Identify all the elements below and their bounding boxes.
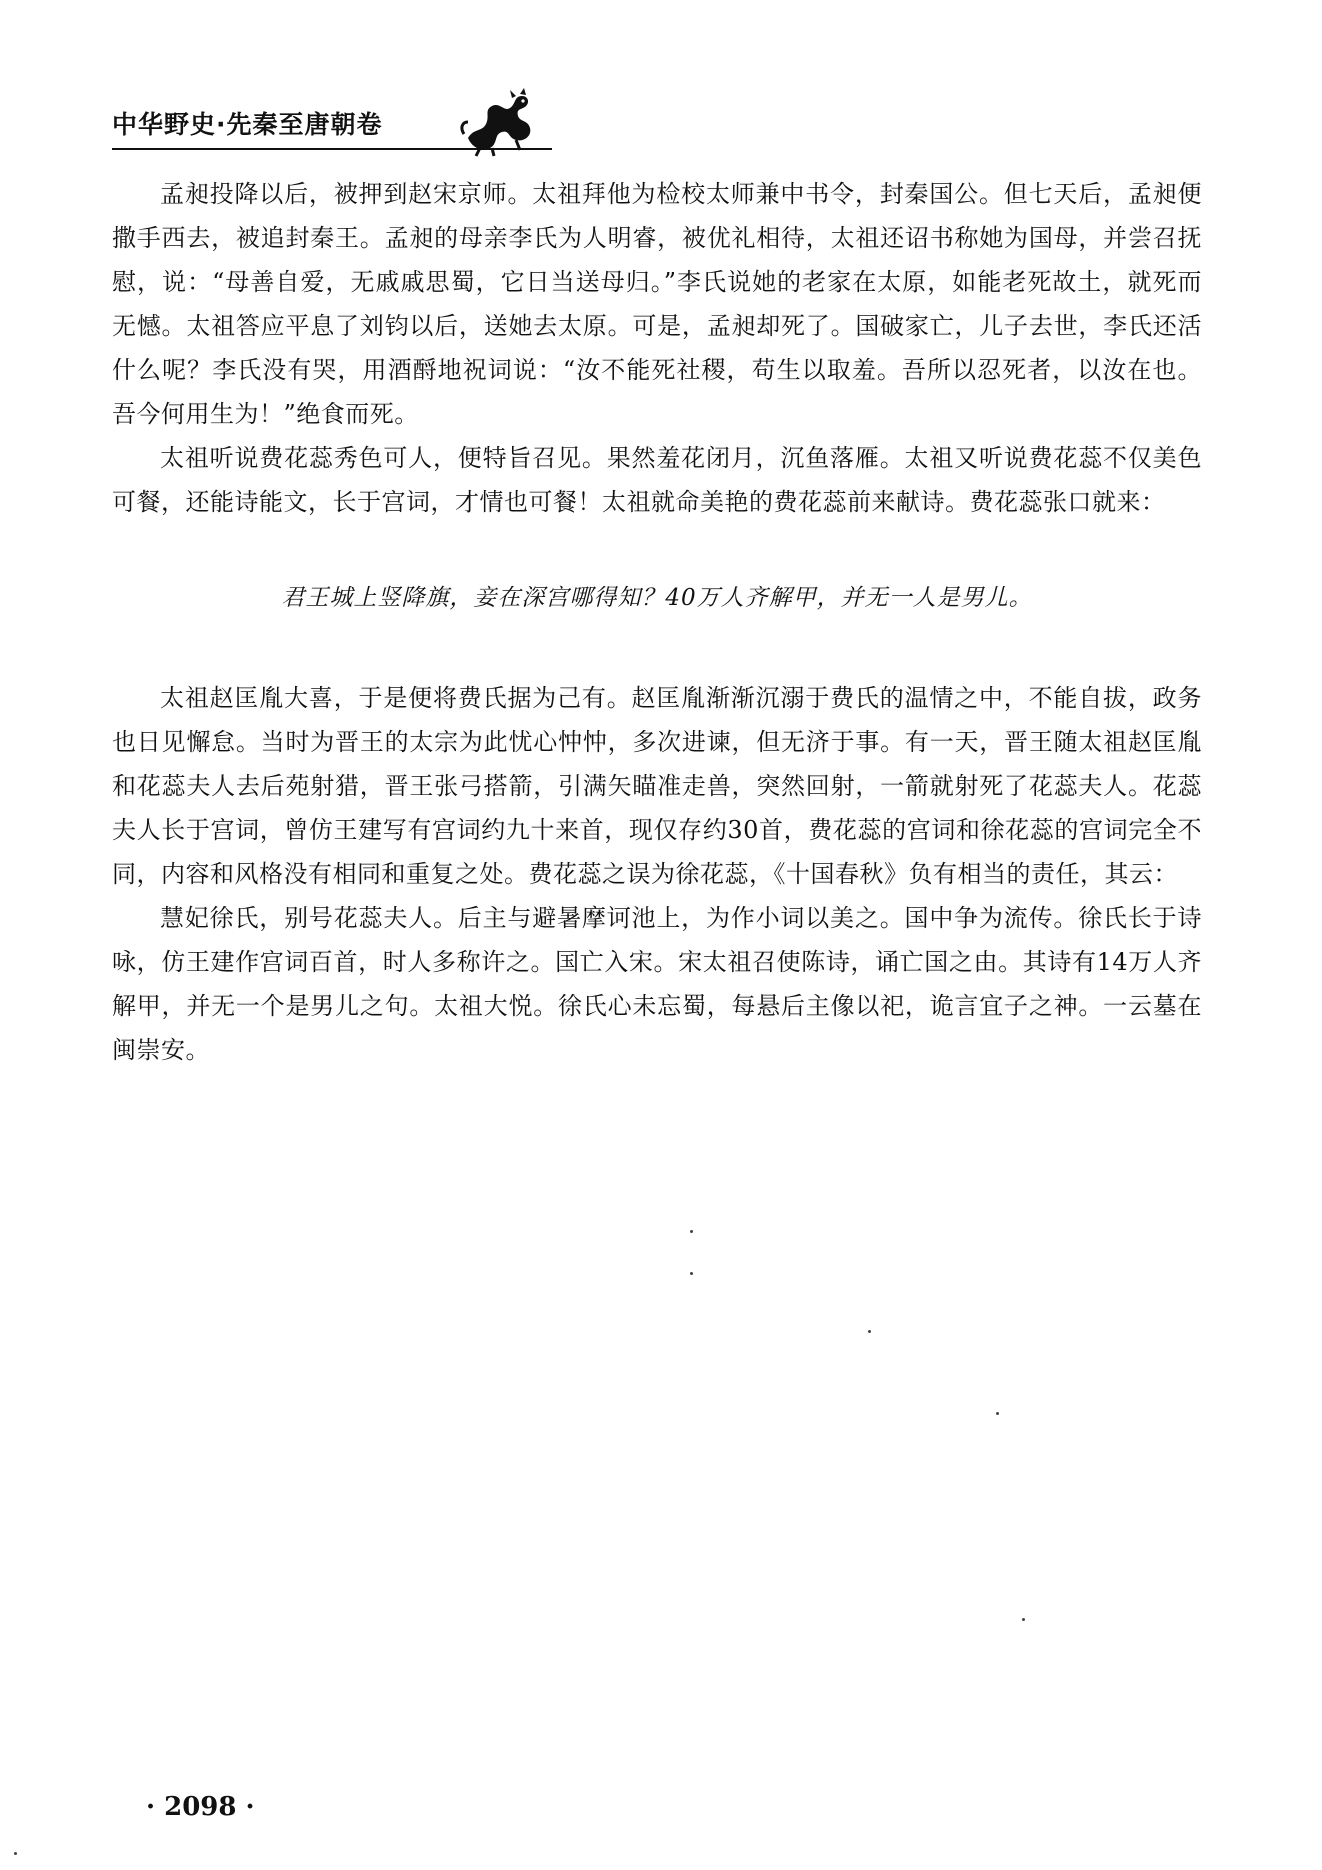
paragraph-meng-chang: 孟昶投降以后，被押到赵宋京师。太祖拜他为检校太师兼中书令，封秦国公。但七天后，孟昶便撒手西去，被追封秦王。孟昶的母亲李氏为人明睿，被优礼相待，太祖还诏书称她为国母，并尝召抚慰，说：“母善自爱，无戚戚思蜀，它日当送母归。”李氏说她的老家在太原，如能老死故土，就死而无憾。太祖答应平息了刘钧以后，送她去太原。可是，孟昶却死了。国破家亡，儿子去世，李氏还活什么呢？李氏没有哭，用酒酹地祝词说：“汝不能死社稷，苟生以取羞。吾所以忍死者，以汝在也。吾今何用生为！”绝食而死。 xyxy=(112,180,1202,428)
scan-speck xyxy=(14,1852,17,1855)
dragon-icon xyxy=(460,88,538,158)
scan-speck xyxy=(690,1272,693,1275)
main-text xyxy=(112,172,1202,1072)
book-title: 中华野史·先秦至唐朝卷 xyxy=(112,110,383,139)
poem-quote: 君王城上竖降旗，妾在深宫哪得知？40万人齐解甲，并无一人是男儿。 xyxy=(281,585,1033,611)
page-number: · 2098 · xyxy=(146,1792,255,1822)
scan-speck xyxy=(1022,1618,1025,1621)
paragraph-shiguo-chunqiu-quote: 慧妃徐氏，别号花蕊夫人。后主与避暑摩诃池上，为作小词以美之。国中争为流传。徐氏长于诗咏，仿王建作宫词百首，时人多称许之。国亡入宋。宋太祖召使陈诗，诵亡国之由。其诗有14万人齐解甲，并无一个是男儿之句。太祖大悦。徐氏心未忘蜀，每悬后主像以祀，诡言宜子之神。一云墓在闽崇安。 xyxy=(112,904,1202,1064)
paragraph-zhao-kuangyin: 太祖赵匡胤大喜，于是便将费氏据为己有。赵匡胤渐渐沉溺于费氏的温情之中，不能自拔，政务也日见懈怠。当时为晋王的太宗为此忧心忡忡，多次进谏，但无济于事。有一天，晋王随太祖赵匡胤和花蕊夫人去后苑射猎，晋王张弓搭箭，引满矢瞄准走兽，突然回射，一箭就射死了花蕊夫人。花蕊夫人长于宫词，曾仿王建写有宫词约九十来首，现仅存约30首，费花蕊的宫词和徐花蕊的宫词完全不同，内容和风格没有相同和重复之处。费花蕊之误为徐花蕊，《十国春秋》负有相当的责任，其云： xyxy=(112,684,1202,888)
paragraph-fei-huarui: 太祖听说费花蕊秀色可人，便特旨召见。果然羞花闭月，沉鱼落雁。太祖又听说费花蕊不仅美色可餐，还能诗能文，长于宫词，才情也可餐！太祖就命美艳的费花蕊前来献诗。费花蕊张口就来： xyxy=(112,444,1202,516)
scan-speck xyxy=(868,1330,871,1333)
scan-speck xyxy=(690,1230,693,1233)
scan-speck xyxy=(996,1412,999,1415)
